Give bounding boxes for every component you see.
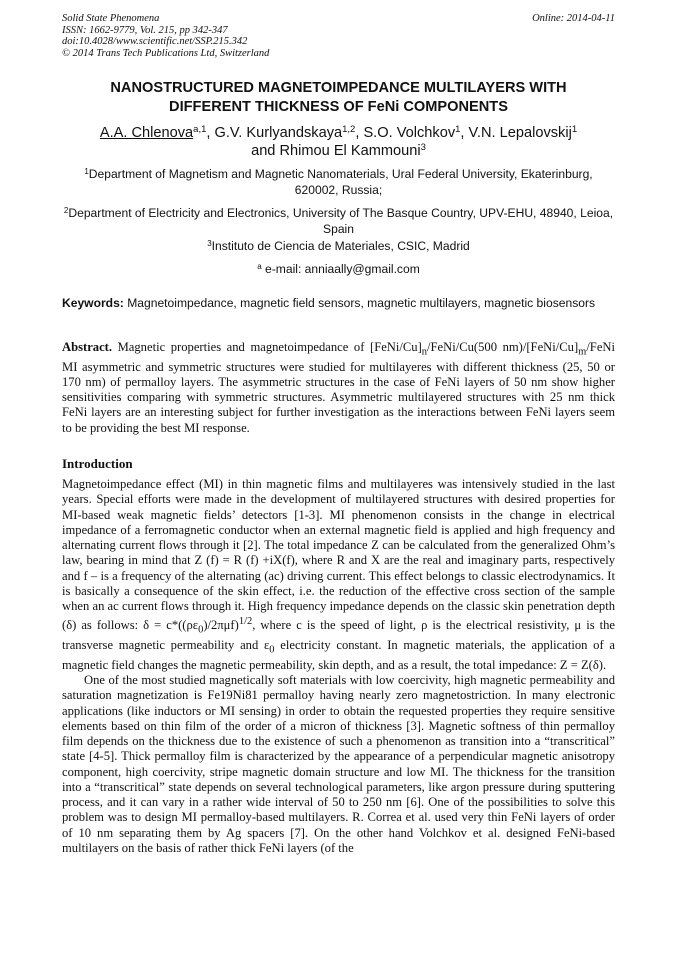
doi-line: doi:10.4028/www.scientific.net/SSP.215.342 (62, 36, 248, 48)
paper-title (62, 79, 615, 117)
formula-sup: 1/2 (238, 616, 253, 628)
affiliation-text: Department of Magnetism and Magnetic Nanomaterials, Ural Federal University, Ekaterinburg, 620002, Russia; (88, 167, 593, 198)
keywords-label: Keywords: (62, 296, 124, 310)
paragraph-text: Magnetoimpedance effect (MI) in thin magnetic films and multilayeres was intensively studied in the last years. Special efforts were made in the development of multilayered structures with desired properties for MI-based weak magnetic fields’ detectors [1-3]. MI phenomenon consists in the change in electrical impedance of a ferromagnetic conductor when an external magnetic field is applied and high frequency and alternating current flows through it [2]. The total impedance Z can be calculated from the generalized Ohm’s law, bearing in mind that Z (f) = R (f) +iX(f), where R and X are the real and imaginary parts, respectively and f – is a frequency of the alternating (ac) driving current. This effect belongs to classic electrodynamics. It is basically a consequence of the skin effect, i.e. the reduction of the effective cross section of the sample when an ac current flows through it. High frequency impedance depends on the classic skin penetration depth (δ) as follows: δ = c*((ρε (62, 477, 615, 633)
paragraph-text: , where c is the speed of light, ρ is the electrical resistivity, μ is the transverse magnetic permeability and ε (62, 618, 615, 653)
affiliation-sup: 3 (207, 239, 212, 248)
abstract-text: /FeNi/Cu(500 nm)/[FeNi/Cu] (427, 340, 579, 354)
author-sup: 1,2 (342, 124, 356, 135)
email-sup: a (257, 262, 262, 271)
affiliation-1 (62, 166, 615, 199)
abstract-text: /FeNi MI asymmetric and symmetric structures were studied for multilayeres with different thickness (25, 50 or 170 nm) of permalloy layers. The asymmetric structures in the case of FeNi layers of 50 nm show higher sensitivities comparing with symmetric structures. Asymmetric multilayered structures with 25 nm thick FeNi layers are an interesting subject for further investigation as the interactions between FeNi layers seem to be providing the best MI response. (62, 340, 615, 435)
section-heading-introduction: Introduction (62, 456, 133, 471)
affiliation-sup: 1 (84, 167, 89, 176)
journal-name: Solid State Phenomena (62, 13, 160, 24)
introduction-body (62, 477, 615, 856)
issn-line: ISSN: 1662-9779, Vol. 215, pp 342-347 (62, 24, 228, 36)
author-lepalovskij: , V.N. Lepalovskij (460, 125, 572, 141)
formula-sub: 0 (198, 624, 204, 636)
email-text[interactable]: e-mail: anniaally@gmail.com (261, 262, 420, 276)
affiliation-text: Instituto de Ciencia de Materiales, CSIC, Madrid (211, 239, 470, 253)
abstract (62, 340, 615, 436)
affiliation-sup: 2 (63, 206, 69, 215)
author-sup: 3 (420, 142, 426, 153)
keywords (62, 296, 615, 311)
author-sup: 1 (455, 124, 461, 135)
paragraph-text: )/2πμf) (203, 618, 239, 633)
copyright-line: © 2014 Trans Tech Publications Ltd, Switzerland (62, 47, 270, 59)
online-date: Online: 2014-04-11 (532, 13, 615, 24)
author-chlenova[interactable]: A.A. Chlenova (99, 125, 194, 141)
title-line-2: DIFFERENT THICKNESS OF FeNi COMPONENTS (169, 99, 508, 115)
author-el-kammouni: and Rhimou El Kammouni (251, 143, 421, 159)
abstract-sub: n (421, 346, 428, 358)
abstract-label: Abstract. (62, 340, 113, 354)
author-kurlyandskaya: , G.V. Kurlyandskaya (206, 125, 343, 141)
author-sup: 1 (571, 124, 578, 135)
paragraph-text: electricity constant. In magnetic materials, the application of a magnetic field changes the magnetic permeability, skin depth, and as a result, the total impedance: Z = Z(δ). (62, 638, 615, 672)
affiliation-text: Department of Electricity and Electronics, University of The Basque Country, UPV-EHU, 48940, Leioa, Spain (68, 206, 614, 237)
paragraph: One of the most studied magnetically soft materials with low coercivity, high magnetic permeability and saturation magnetization is Fe19Ni81 permalloy having nearly zero magnetostriction. In many electronic applications (like inductors or MI sensing) in order to obtain the requested properties they require sensitive elements based on thin film of the order of a micron of thickness [3]. Magnetic softness of thin permalloy film depends on the thickness due to the existence of such a phenomenon as transition into a “transcritical” state [4-5]. Thick permalloy film is characterized by the appearance of a perpendicular magnetic anisotropy component, high coercivity, stripe magnetic domain structure and low MI. The thickness for the transition into a “transcritical” state depends on several technological parameters, like argon pressure during sputtering process, and it can vary in a rather wide interval of 50 to 250 nm [6]. One of the possibilities to solve this problem was to design MI permalloy-based multilayers. R. Correa et al. used very thin FeNi layers of order of 10 nm separating them by Ag spacers [7]. On the other hand Volchkov et al. designed FeNi-based multilayers on the basis of rather thick FeNi layers (of the (62, 673, 615, 855)
abstract-text: Magnetic properties and magnetoimpedance of [FeNi/Cu] (112, 340, 422, 354)
affiliation-2 (62, 205, 615, 238)
author-volchkov: , S.O. Volchkov (355, 125, 456, 141)
abstract-sub: m (578, 346, 587, 358)
author-list (62, 124, 615, 160)
paragraph (62, 477, 615, 673)
keywords-text: Magnetoimpedance, magnetic field sensors, magnetic multilayers, magnetic biosensors (123, 296, 596, 310)
affiliation-3 (62, 238, 615, 254)
formula-sub: 0 (269, 644, 275, 656)
title-line-1: NANOSTRUCTURED MAGNETOIMPEDANCE MULTILAYERS WITH (110, 80, 567, 96)
author-sup: a,1 (193, 124, 207, 135)
contact-email (62, 261, 615, 277)
journal-header (62, 13, 615, 59)
